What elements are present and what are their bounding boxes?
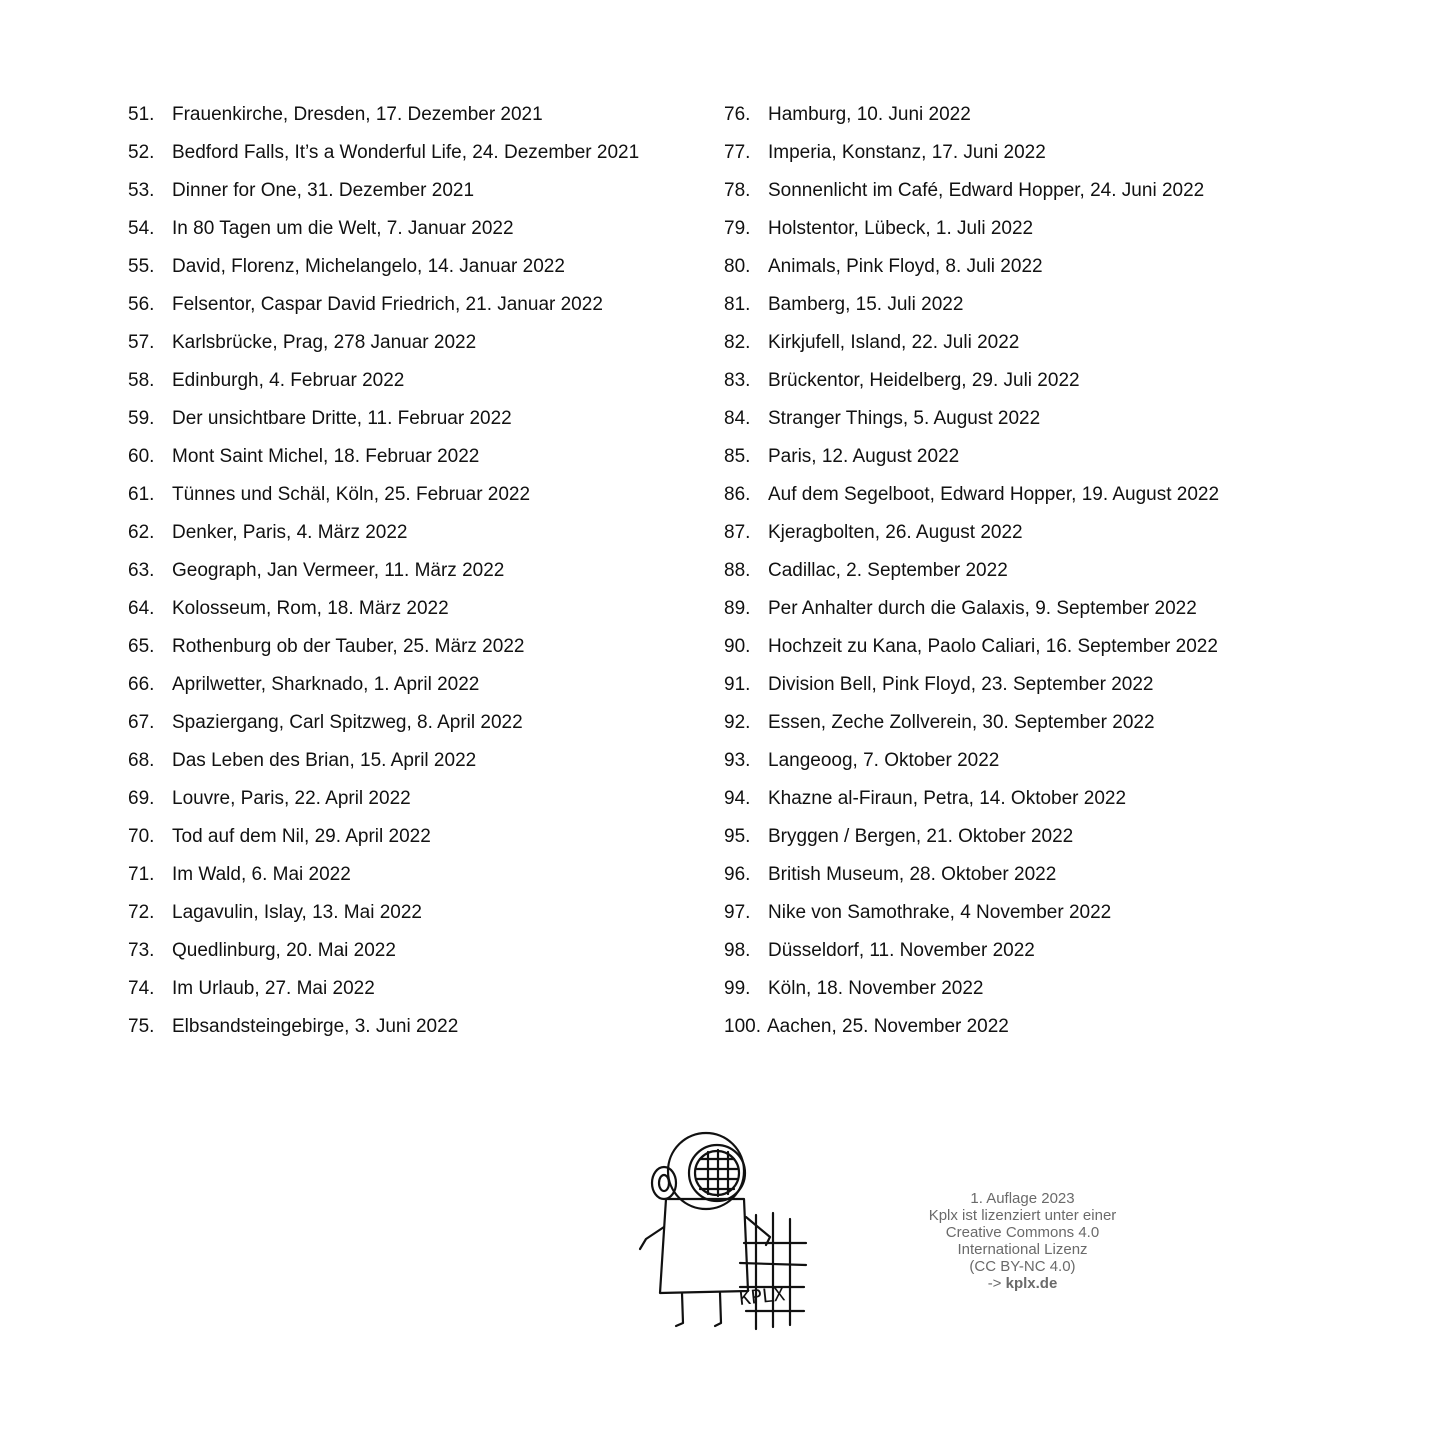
item-text: Düsseldorf, 11. November 2022 bbox=[768, 940, 1035, 961]
list-item bbox=[128, 476, 639, 514]
item-text: Brückentor, Heidelberg, 29. Juli 2022 bbox=[768, 370, 1080, 391]
list-item bbox=[724, 742, 1219, 780]
list-item bbox=[724, 970, 1219, 1008]
item-number: 86. bbox=[724, 484, 751, 505]
item-number: 88. bbox=[724, 560, 751, 581]
list-item bbox=[128, 400, 639, 438]
item-number: 59. bbox=[128, 408, 155, 429]
item-text: Kjeragbolten, 26. August 2022 bbox=[768, 522, 1023, 543]
list-item bbox=[724, 552, 1219, 590]
item-text: Aprilwetter, Sharknado, 1. April 2022 bbox=[172, 674, 480, 695]
item-number: 80. bbox=[724, 256, 751, 277]
item-text: Stranger Things, 5. August 2022 bbox=[768, 408, 1041, 429]
item-text: Paris, 12. August 2022 bbox=[768, 446, 960, 467]
item-text: Köln, 18. November 2022 bbox=[768, 978, 984, 999]
list-item bbox=[128, 134, 639, 172]
item-text: Edinburgh, 4. Februar 2022 bbox=[172, 370, 405, 391]
item-number: 98. bbox=[724, 940, 751, 961]
list-item bbox=[128, 248, 639, 286]
item-number: 67. bbox=[128, 712, 155, 733]
item-number: 91. bbox=[724, 674, 751, 695]
item-number: 81. bbox=[724, 294, 751, 315]
item-number: 90. bbox=[724, 636, 751, 657]
list-item bbox=[724, 286, 1219, 324]
item-text: Der unsichtbare Dritte, 11. Februar 2022 bbox=[172, 408, 512, 429]
item-number: 73. bbox=[128, 940, 155, 961]
list-item bbox=[724, 628, 1219, 666]
list-item bbox=[128, 286, 639, 324]
item-text: Kolosseum, Rom, 18. März 2022 bbox=[172, 598, 449, 619]
item-number: 58. bbox=[128, 370, 155, 391]
item-text: Cadillac, 2. September 2022 bbox=[768, 560, 1008, 581]
list-item bbox=[724, 172, 1219, 210]
list-item bbox=[724, 248, 1219, 286]
item-text: Auf dem Segelboot, Edward Hopper, 19. August 2022 bbox=[768, 484, 1220, 505]
item-text: Karlsbrücke, Prag, 278 Januar 2022 bbox=[172, 332, 477, 353]
list-item bbox=[128, 742, 639, 780]
list-item bbox=[724, 134, 1219, 172]
edition-line: 1. Auflage 2023 bbox=[970, 1190, 1075, 1207]
item-number: 84. bbox=[724, 408, 751, 429]
item-text: Im Wald, 6. Mai 2022 bbox=[172, 864, 351, 885]
item-number: 92. bbox=[724, 712, 751, 733]
list-left-column bbox=[128, 96, 639, 1046]
list-item bbox=[128, 172, 639, 210]
item-text: Hamburg, 10. Juni 2022 bbox=[768, 104, 971, 125]
list-item bbox=[724, 666, 1219, 704]
item-number: 64. bbox=[128, 598, 155, 619]
list-item bbox=[724, 438, 1219, 476]
list-item bbox=[724, 362, 1219, 400]
item-text: Im Urlaub, 27. Mai 2022 bbox=[172, 978, 375, 999]
item-text: David, Florenz, Michelangelo, 14. Januar 2022 bbox=[172, 256, 565, 277]
item-text: Khazne al-Firaun, Petra, 14. Oktober 2022 bbox=[768, 788, 1127, 809]
item-number: 99. bbox=[724, 978, 751, 999]
list-item bbox=[128, 438, 639, 476]
item-text: Bedford Falls, It’s a Wonderful Life, 24. Dezember 2021 bbox=[172, 142, 640, 163]
item-number: 66. bbox=[128, 674, 155, 695]
item-text: Mont Saint Michel, 18. Februar 2022 bbox=[172, 446, 480, 467]
kplx-mascot-logo bbox=[636, 1115, 812, 1335]
list-item bbox=[724, 400, 1219, 438]
list-item bbox=[128, 590, 639, 628]
item-number: 72. bbox=[128, 902, 155, 923]
list-item bbox=[128, 970, 639, 1008]
list-item bbox=[128, 666, 639, 704]
item-text: Das Leben des Brian, 15. April 2022 bbox=[172, 750, 477, 771]
item-text: Dinner for One, 31. Dezember 2021 bbox=[172, 180, 475, 201]
item-text: Bamberg, 15. Juli 2022 bbox=[768, 294, 964, 315]
item-text: Kirkjufell, Island, 22. Juli 2022 bbox=[768, 332, 1020, 353]
item-number: 76. bbox=[724, 104, 751, 125]
list-item bbox=[128, 704, 639, 742]
item-number: 52. bbox=[128, 142, 155, 163]
item-text: Langeoog, 7. Oktober 2022 bbox=[768, 750, 1000, 771]
item-number: 94. bbox=[724, 788, 751, 809]
item-text: Denker, Paris, 4. März 2022 bbox=[172, 522, 408, 543]
item-text: Felsentor, Caspar David Friedrich, 21. Januar 2022 bbox=[172, 294, 603, 315]
item-number: 71. bbox=[128, 864, 155, 885]
list-item bbox=[128, 780, 639, 818]
list-item bbox=[128, 324, 639, 362]
list-item bbox=[724, 856, 1219, 894]
website-link[interactable]: kplx.de bbox=[1005, 1275, 1058, 1292]
item-number: 78. bbox=[724, 180, 751, 201]
list-item bbox=[128, 856, 639, 894]
item-text: Essen, Zeche Zollverein, 30. September 2022 bbox=[768, 712, 1155, 733]
license-line-4: (CC BY-NC 4.0) bbox=[969, 1258, 1076, 1275]
item-text: Lagavulin, Islay, 13. Mai 2022 bbox=[172, 902, 422, 923]
item-number: 74. bbox=[128, 978, 155, 999]
list-item bbox=[724, 894, 1219, 932]
license-line-2: Creative Commons 4.0 bbox=[945, 1224, 1100, 1241]
item-text: Nike von Samothrake, 4 November 2022 bbox=[768, 902, 1112, 923]
item-text: Tünnes und Schäl, Köln, 25. Februar 2022 bbox=[172, 484, 531, 505]
list-item bbox=[724, 590, 1219, 628]
item-text: Quedlinburg, 20. Mai 2022 bbox=[172, 940, 396, 961]
list-item bbox=[724, 96, 1219, 134]
item-number: 54. bbox=[128, 218, 155, 239]
item-number: 68. bbox=[128, 750, 155, 771]
license-line-1: Kplx ist lizenziert unter einer bbox=[928, 1207, 1117, 1224]
item-number: 96. bbox=[724, 864, 751, 885]
item-number: 95. bbox=[724, 826, 751, 847]
item-text: Rothenburg ob der Tauber, 25. März 2022 bbox=[172, 636, 525, 657]
kplx-logo-lettering: KPLX bbox=[738, 1283, 787, 1310]
list-item bbox=[724, 476, 1219, 514]
item-number: 75. bbox=[128, 1016, 155, 1037]
item-text: British Museum, 28. Oktober 2022 bbox=[768, 864, 1057, 885]
list-item bbox=[724, 932, 1219, 970]
item-number: 65. bbox=[128, 636, 155, 657]
list-item bbox=[128, 818, 639, 856]
item-number: 69. bbox=[128, 788, 155, 809]
item-text: Hochzeit zu Kana, Paolo Caliari, 16. September 2022 bbox=[768, 636, 1218, 657]
item-number: 77. bbox=[724, 142, 751, 163]
item-text: Division Bell, Pink Floyd, 23. September 2022 bbox=[768, 674, 1154, 695]
list-item bbox=[724, 324, 1219, 362]
item-number: 70. bbox=[128, 826, 155, 847]
item-text: Imperia, Konstanz, 17. Juni 2022 bbox=[768, 142, 1046, 163]
link-arrow: -> bbox=[987, 1275, 1006, 1292]
item-number: 83. bbox=[724, 370, 751, 391]
item-text: Geograph, Jan Vermeer, 11. März 2022 bbox=[172, 560, 505, 581]
item-number: 61. bbox=[128, 484, 155, 505]
list-item bbox=[128, 628, 639, 666]
list-item bbox=[724, 514, 1219, 552]
item-text: Aachen, 25. November 2022 bbox=[767, 1016, 1009, 1037]
item-number: 51. bbox=[128, 104, 155, 125]
item-text: Louvre, Paris, 22. April 2022 bbox=[172, 788, 411, 809]
list-item bbox=[128, 362, 639, 400]
item-number: 93. bbox=[724, 750, 751, 771]
item-text: Elbsandsteingebirge, 3. Juni 2022 bbox=[172, 1016, 459, 1037]
list-right-column bbox=[724, 96, 1219, 1046]
list-item bbox=[128, 932, 639, 970]
item-text: Spaziergang, Carl Spitzweg, 8. April 2022 bbox=[172, 712, 523, 733]
website-line bbox=[880, 1275, 1165, 1292]
item-number: 82. bbox=[724, 332, 751, 353]
list-item bbox=[128, 96, 639, 134]
item-number: 62. bbox=[128, 522, 155, 543]
credits-block bbox=[880, 1190, 1165, 1292]
item-text: Frauenkirche, Dresden, 17. Dezember 2021 bbox=[172, 104, 543, 125]
list-item bbox=[128, 210, 639, 248]
list-item bbox=[724, 780, 1219, 818]
item-text: Tod auf dem Nil, 29. April 2022 bbox=[172, 826, 431, 847]
list-item bbox=[128, 1008, 639, 1046]
item-number: 60. bbox=[128, 446, 155, 467]
item-text: Animals, Pink Floyd, 8. Juli 2022 bbox=[768, 256, 1043, 277]
item-number: 56. bbox=[128, 294, 155, 315]
item-text: Sonnenlicht im Café, Edward Hopper, 24. Juni 2022 bbox=[768, 180, 1205, 201]
item-number: 79. bbox=[724, 218, 751, 239]
item-number: 63. bbox=[128, 560, 155, 581]
item-text: Per Anhalter durch die Galaxis, 9. September 2022 bbox=[768, 598, 1197, 619]
list-item bbox=[724, 1008, 1219, 1046]
item-number: 57. bbox=[128, 332, 155, 353]
item-number: 85. bbox=[724, 446, 751, 467]
item-number: 89. bbox=[724, 598, 751, 619]
item-number: 97. bbox=[724, 902, 751, 923]
item-text: Holstentor, Lübeck, 1. Juli 2022 bbox=[768, 218, 1034, 239]
item-number: 55. bbox=[128, 256, 155, 277]
list-item bbox=[724, 818, 1219, 856]
item-number: 53. bbox=[128, 180, 155, 201]
list-item bbox=[128, 552, 639, 590]
item-text: Bryggen / Bergen, 21. Oktober 2022 bbox=[768, 826, 1074, 847]
item-number: 100. bbox=[724, 1016, 761, 1037]
list-item bbox=[724, 704, 1219, 742]
item-text: In 80 Tagen um die Welt, 7. Januar 2022 bbox=[172, 218, 514, 239]
list-item bbox=[724, 210, 1219, 248]
list-item bbox=[128, 514, 639, 552]
item-number: 87. bbox=[724, 522, 751, 543]
license-line-3: International Lizenz bbox=[957, 1241, 1088, 1258]
list-item bbox=[128, 894, 639, 932]
